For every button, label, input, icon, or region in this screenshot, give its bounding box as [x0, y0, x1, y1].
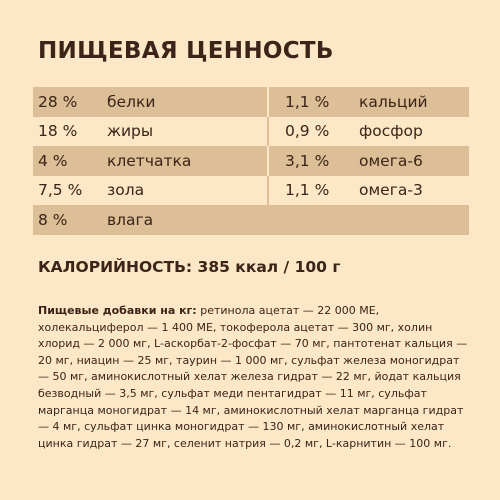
additives-paragraph	[38, 303, 468, 452]
page-title: ПИЩЕВАЯ ЦЕННОСТЬ	[38, 38, 334, 64]
nutrition-table	[33, 87, 469, 235]
additives-text: ретинола ацетат — 22 000 МЕ, холекальциферол — 1 400 МЕ, токоферола ацетат — 300 мг, холин хлорид — 2 000 мг, L-аскорбат-2-фосфат — 70 мг, пантотенат кальция — 20 мг, ниацин — 25 мг, таурин — 1 000 мг, сульфат железа моногидрат — 50 мг, аминокислотный хелат железа гидрат — 22 мг, йодат кальция безводный — 3,5 мг, сульфат меди пентагидрат — 11 мг, сульфат марганца моногидрат — 14 мг, аминокислотный хелат марганца гидрат — 4 мг, сульфат цинка моногидрат — 130 мг, аминокислотный хелат цинка гидрат — 27 мг, селенит натрия — 0,2 мг, L-карнитин — 100 мг.	[38, 304, 468, 450]
nutrient-name: фосфор	[359, 122, 423, 141]
additives-label: Пищевые добавки на кг:	[38, 304, 197, 317]
nutrient-name: кальций	[359, 92, 428, 111]
nutrition-row	[33, 205, 469, 235]
nutrition-row	[33, 87, 469, 117]
column-divider	[267, 87, 269, 117]
nutrient-value: 1,1 %	[285, 92, 330, 111]
nutrient-name: омега-3	[359, 181, 423, 200]
calories-label: КАЛОРИЙНОСТЬ:	[38, 258, 193, 276]
nutrient-name: зола	[107, 181, 145, 200]
nutrient-value: 0,9 %	[285, 122, 330, 141]
calories-value: 385 ккал / 100 г	[197, 258, 341, 276]
nutrient-name: белки	[107, 92, 156, 111]
nutrient-name: омега-6	[359, 151, 423, 170]
nutrition-row	[33, 176, 469, 206]
column-divider	[267, 117, 269, 147]
nutrient-name: влага	[107, 210, 154, 229]
calories-line	[38, 258, 340, 276]
nutrient-value: 8 %	[38, 210, 68, 229]
nutrient-value: 3,1 %	[285, 151, 330, 170]
nutrient-value: 18 %	[38, 122, 78, 141]
nutrient-value: 1,1 %	[285, 181, 330, 200]
column-divider	[267, 146, 269, 176]
nutrient-value: 28 %	[38, 92, 78, 111]
nutrient-value: 7,5 %	[38, 181, 83, 200]
nutrient-value: 4 %	[38, 151, 68, 170]
nutrient-name: клетчатка	[107, 151, 192, 170]
nutrient-name: жиры	[107, 122, 154, 141]
nutrition-row	[33, 117, 469, 147]
nutrition-row	[33, 146, 469, 176]
column-divider	[267, 176, 269, 206]
